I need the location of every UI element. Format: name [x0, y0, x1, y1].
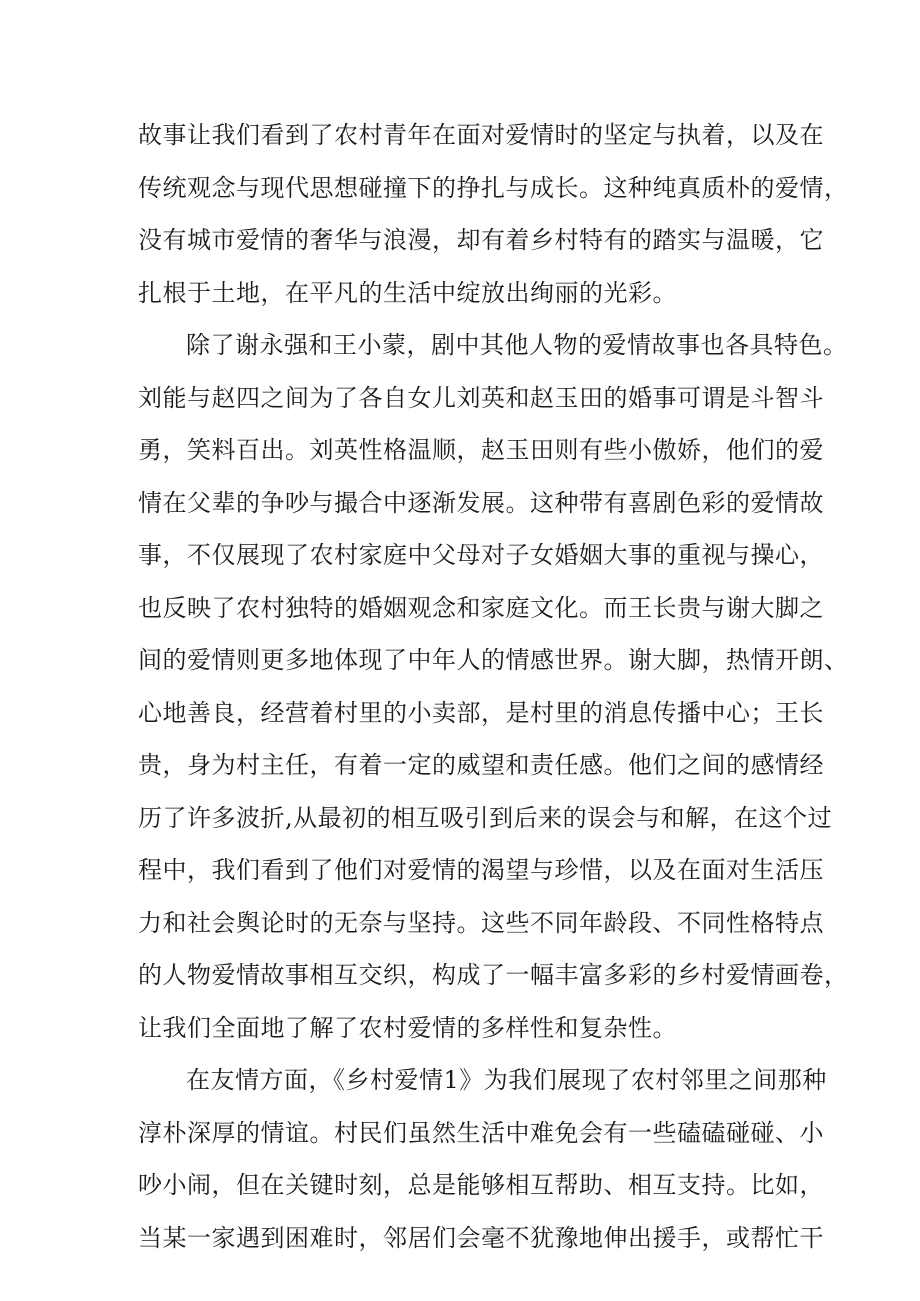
- paragraph-3: [138, 1059, 827, 1259]
- text-line: 除了谢永强和王小蒙，剧中其他人物的爱情故事也各具特色。: [186, 331, 848, 359]
- text-line: 勇，笑料百出。刘英性格温顺，赵玉田则有些小傲娇，他们的爱: [138, 436, 824, 464]
- text-line: 事，不仅展现了农村家庭中父母对子女婚姻大事的重视与操心，: [138, 541, 824, 569]
- text-line: 的人物爱情故事相互交织，构成了一幅丰富多彩的乡村爱情画卷，: [138, 961, 849, 989]
- text-line: 心地善良，经营着村里的小卖部，是村里的消息传播中心；王长: [138, 698, 824, 727]
- text-line: 历了许多波折,从最初的相互吸引到后来的误会与和解，在这个过: [138, 803, 833, 832]
- paragraph-2: [138, 324, 849, 1049]
- text-line: 让我们全面地了解了农村爱情的多样性和复杂性。: [138, 1013, 677, 1042]
- text-line: 淳朴深厚的情谊。村民们虽然生活中难免会有一些磕磕碰碰、小: [138, 1118, 824, 1147]
- text-line: 贵，身为村主任，有着一定的威望和责任感。他们之间的感情经: [138, 751, 824, 779]
- text-line: 刘能与赵四之间为了各自女儿刘英和赵玉田的婚事可谓是斗智斗: [138, 383, 824, 412]
- text-line: 程中，我们看到了他们对爱情的渴望与珍惜，以及在面对生活压: [138, 856, 824, 884]
- text-line: 没有城市爱情的奢华与浪漫，却有着乡村特有的踏实与温暖，它: [138, 226, 824, 254]
- text-line: 传统观念与现代思想碰撞下的挣扎与成长。这种纯真质朴的爱情，: [138, 173, 849, 202]
- text-line: 力和社会舆论时的无奈与坚持。这些不同年龄段、不同性格特点: [138, 908, 824, 937]
- text-line: 吵小闹，但在关键时刻，总是能够相互帮助、相互支持。比如，: [138, 1171, 824, 1199]
- document-body: [138, 114, 849, 1269]
- paragraph-1: [138, 114, 849, 314]
- text-line: 情在父辈的争吵与撮合中逐渐发展。这种带有喜剧色彩的爱情故: [138, 488, 824, 517]
- text-line: 故事让我们看到了农村青年在面对爱情时的坚定与执着，以及在: [138, 121, 824, 149]
- text-line: 扎根于土地，在平凡的生活中绽放出绚丽的光彩。: [138, 278, 677, 307]
- text-line: 间的爱情则更多地体现了中年人的情感世界。谢大脚，热情开朗、: [138, 646, 849, 674]
- text-line: 在友情方面，《乡村爱情1》为我们展现了农村邻里之间那种: [186, 1066, 827, 1094]
- text-line: 也反映了农村独特的婚姻观念和家庭文化。而王长贵与谢大脚之: [138, 593, 824, 622]
- text-line: 当某一家遇到困难时，邻居们会毫不犹豫地伸出援手，或帮忙干: [138, 1223, 824, 1252]
